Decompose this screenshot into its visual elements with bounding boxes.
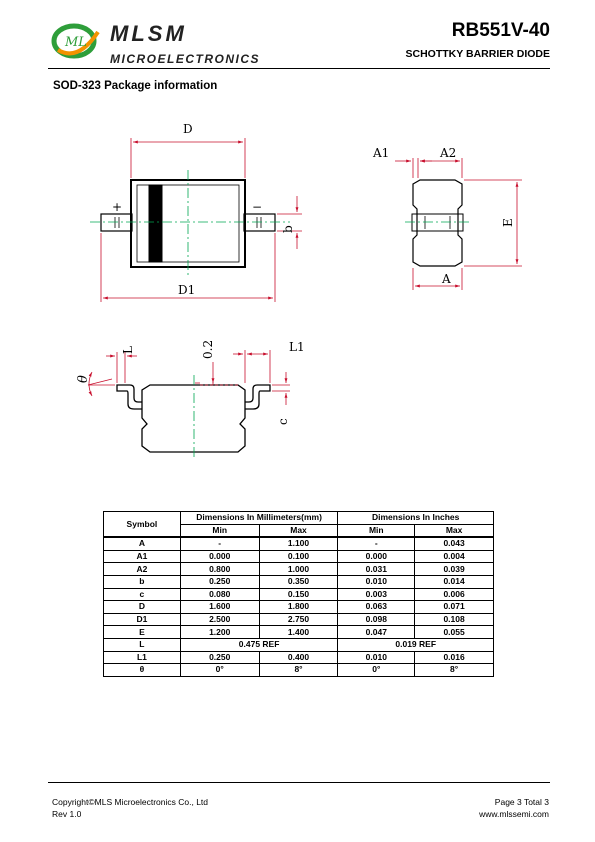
- table-row: [104, 550, 494, 563]
- cell-mm-min: 0.250: [180, 651, 259, 664]
- dim-label-L1: L1: [289, 340, 305, 354]
- dim-label-D: D: [183, 122, 193, 136]
- cell-mm-min: 2.500: [180, 613, 259, 626]
- cell-mm-max: 1.000: [259, 563, 338, 576]
- table-row: [104, 613, 494, 626]
- cell-in-max: 0.014: [415, 575, 494, 588]
- cell-symbol: L1: [104, 651, 181, 664]
- cell-in-min: 0.098: [338, 613, 415, 626]
- cell-mm-min: -: [180, 537, 259, 550]
- cell-mm-max: 1.400: [259, 626, 338, 639]
- table-row: [104, 626, 494, 639]
- part-description: SCHOTTKY BARRIER DIODE: [405, 48, 550, 60]
- dim-label-b: b: [281, 225, 295, 233]
- cell-mm-min: 0°: [180, 664, 259, 677]
- anode-mark: +: [112, 200, 123, 214]
- footer-divider: [48, 782, 550, 783]
- table-row: [104, 638, 494, 651]
- cell-in-min: 0.010: [338, 651, 415, 664]
- logo-letters: ML: [65, 35, 87, 50]
- cell-in-min: 0.000: [338, 550, 415, 563]
- table-row: [104, 563, 494, 576]
- dim-label-A2: A2: [440, 146, 457, 160]
- cell-in-min: 0.063: [338, 601, 415, 614]
- cell-mm-max: 0.150: [259, 588, 338, 601]
- header-in-max: Max: [415, 524, 494, 537]
- cell-in-max: 0.071: [415, 601, 494, 614]
- table-row: [104, 588, 494, 601]
- dim-label-c: c: [276, 418, 290, 425]
- cell-symbol: θ: [104, 664, 181, 677]
- header-in-min: Min: [338, 524, 415, 537]
- cell-in-min: 0.003: [338, 588, 415, 601]
- dim-label-E: E: [501, 218, 515, 227]
- front-view: [117, 385, 270, 452]
- section-title: SOD-323 Package information: [53, 80, 218, 92]
- cell-symbol: A2: [104, 563, 181, 576]
- cell-in-max: 0.055: [415, 626, 494, 639]
- table-header-row: [104, 512, 494, 525]
- cathode-mark: −: [252, 200, 263, 214]
- cell-in-min: 0.010: [338, 575, 415, 588]
- cell-in-max: 0.039: [415, 563, 494, 576]
- cell-mm-min: 0.800: [180, 563, 259, 576]
- cell-symbol: E: [104, 626, 181, 639]
- header-divider: [48, 68, 550, 69]
- cell-symbol: A: [104, 537, 181, 550]
- cell-mm-max: 1.100: [259, 537, 338, 550]
- cell-mm-max: 0.100: [259, 550, 338, 563]
- header-mm-min: Min: [180, 524, 259, 537]
- cell-symbol: c: [104, 588, 181, 601]
- dim-label-A: A: [442, 272, 451, 286]
- company-logo: [48, 20, 104, 60]
- package-drawing: [0, 100, 595, 490]
- cell-in-max: 0.043: [415, 537, 494, 550]
- cell-mm-max: 0.400: [259, 651, 338, 664]
- table-row: [104, 601, 494, 614]
- cell-symbol: L: [104, 638, 181, 651]
- cell-mm-max: 2.750: [259, 613, 338, 626]
- cell-mm-min: 0.000: [180, 550, 259, 563]
- cell-in-max: 0.004: [415, 550, 494, 563]
- front-view-dimensions: [88, 350, 290, 405]
- header-symbol: Symbol: [104, 512, 181, 538]
- cell-symbol: b: [104, 575, 181, 588]
- table-row: [104, 664, 494, 677]
- cell-mm-min: 0.080: [180, 588, 259, 601]
- cell-mm-min: 1.200: [180, 626, 259, 639]
- cell-in-min: 0.031: [338, 563, 415, 576]
- cell-in-max: 8°: [415, 664, 494, 677]
- table-row: [104, 651, 494, 664]
- header-inches: Dimensions In Inches: [338, 512, 494, 525]
- cell-in-max: 0.006: [415, 588, 494, 601]
- cell-mm-max: 1.800: [259, 601, 338, 614]
- cell-in-min: -: [338, 537, 415, 550]
- dim-label-0-2: 0.2: [201, 339, 215, 359]
- brand-subtitle: MICROELECTRONICS: [110, 52, 260, 66]
- cell-symbol: D: [104, 601, 181, 614]
- side-view: [412, 180, 463, 266]
- cell-symbol: D1: [104, 613, 181, 626]
- page-number: Page 3 Total 3: [494, 797, 549, 807]
- revision-text: Rev 1.0: [52, 809, 82, 819]
- cell-in-min: 0°: [338, 664, 415, 677]
- cell-in-max: 0.016: [415, 651, 494, 664]
- cell-mm-max: 8°: [259, 664, 338, 677]
- cell-in-min: 0.047: [338, 626, 415, 639]
- table-row: [104, 537, 494, 550]
- cell-in-max: 0.108: [415, 613, 494, 626]
- cell-in-ref: 0.019 REF: [338, 638, 494, 651]
- cell-mm-min: 0.250: [180, 575, 259, 588]
- brand-name: MLSM: [110, 21, 187, 46]
- header-mm-max: Max: [259, 524, 338, 537]
- cell-mm-max: 0.350: [259, 575, 338, 588]
- dimensions-table: [103, 511, 494, 677]
- header-millimeters: Dimensions In Millimeters(mm): [180, 512, 338, 525]
- dim-label-D1: D1: [178, 283, 196, 297]
- copyright-text: Copyright©MLS Microelectronics Co., Ltd: [52, 797, 209, 807]
- part-number: RB551V-40: [451, 20, 550, 41]
- table-row: [104, 575, 494, 588]
- dim-label-L: L: [121, 346, 135, 354]
- cell-mm-ref: 0.475 REF: [180, 638, 338, 651]
- website-link[interactable]: www.mlssemi.com: [479, 809, 549, 819]
- cell-symbol: A1: [104, 550, 181, 563]
- dim-label-A1: A1: [373, 146, 390, 160]
- cell-mm-min: 1.600: [180, 601, 259, 614]
- dim-label-theta: θ: [76, 375, 91, 383]
